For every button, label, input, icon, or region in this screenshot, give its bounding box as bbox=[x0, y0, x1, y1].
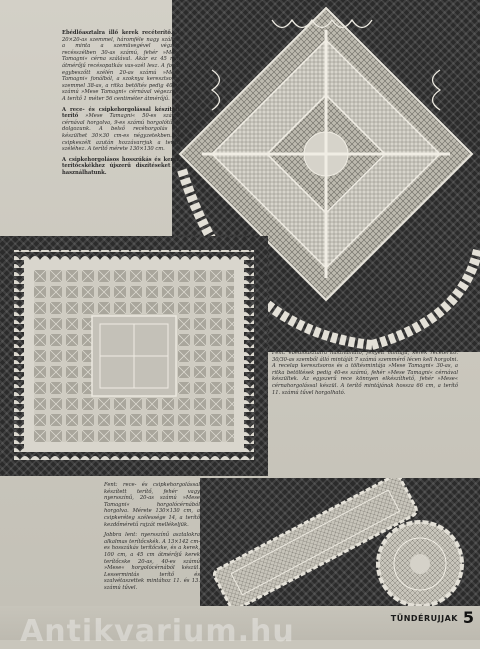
page-number: 5 bbox=[462, 608, 474, 627]
round-tablecloth-caption bbox=[272, 350, 458, 400]
caption-paragraph-1: Fent: rece- és csipkehorgolással készített terítő, fehér vagy nyersszínű, 20-as számú »Mese Tamagni« horgolócérnából horgolva. Mérete 130×130 cm, a csipkeréteg szélessége 14, a terítő kezdőméretű rajzát mellékeljük. bbox=[104, 482, 200, 528]
description-paragraph-2 bbox=[62, 107, 180, 153]
caption-paragraph: Fent: ebédlőasztalra használható, fényeit mintájú, kerek recéterítő. 30/30-as szemből álló mintáját 7 számú szemmérő lécen kell horgolni. A recelap keresztsoros és a töltésmintája »Mese Tamagni« 30-as, a ritka betöltések pedig 40-es számú, fehér »Mese Tamagni« cérnával készültek. Az egyszerű rece könnyen elkészíthető, fehér »Mese« cérnahorgolással készül. A terítő mintájának hossza 66 cm, a terítő 11. számú tűvel horgolható. bbox=[272, 350, 458, 396]
description-heading-1: Ebédlőasztalra illő kerek recéterítő. bbox=[62, 30, 173, 36]
description-body-2: »Mese Tamagni« 50-es számú cérnával horgolva, 9-es számú horgolótűvel dolgozunk. A belső recéhorgolás is készülhet 30×30 cm-es négyzetekben. A csipkeszélt azután hozzávarrjuk a terítő széléhez. A terítő mérete 130×130 cm. bbox=[62, 113, 180, 153]
square-lace-graphic bbox=[0, 236, 268, 476]
doily-description-text bbox=[62, 30, 180, 180]
runner-and-round-doily-photo bbox=[200, 478, 480, 608]
caption-paragraph-2: Jobbra lent: nyersszínű asztalokra alkalmas terítőcskék. A 13×142 cm-es hosszúkás terítőcske, és a kerek, 100 cm, a 45 cm átmérőjű kerek terítőcske 20-as, 40-es számú »Mese« horgolócérnából készül. Lessermintás terítő és szalvétaszettek mintához 11. és 13. számú tűvel. bbox=[104, 532, 200, 591]
description-body-1: A 20×20-as szemmel, háromféle nagy szálből a minta a szemüvegével végzett recésszélben 30-as számú, fehér »Mese Tamagni« cérna szálával. Akár ez 45 mm átmérőjű recésopatkás vas-szél lesz. A fonal egybeszőtt szélén 20-as számú »Mese Tamagni« fonálból, a szoknya keresztsoros szemmel 38-as, a ritka betöltés pedig 40-es számú »Mese Tamagni« cérnával végezzük. A terítő 1 méter 56 centiméter átmérőjű. bbox=[62, 30, 181, 102]
description-heading-2: A rece- és csipkehorgolással készített terítő bbox=[62, 106, 180, 120]
tablecloth-captions bbox=[104, 482, 200, 596]
magazine-name: TÜNDÉRUJJAK bbox=[390, 614, 458, 623]
description-paragraph-3 bbox=[62, 157, 180, 177]
square-lace-tablecloth-photo bbox=[0, 236, 268, 476]
description-paragraph-1 bbox=[62, 30, 180, 103]
runner-doily-graphic bbox=[200, 478, 480, 608]
description-heading-3: A csipkehorgolásos hosszúkás és kerek terítőcskékhez újszerű díszítéseket is használhatunk. bbox=[62, 156, 180, 176]
watermark: Antikvarium.hu bbox=[20, 614, 295, 649]
